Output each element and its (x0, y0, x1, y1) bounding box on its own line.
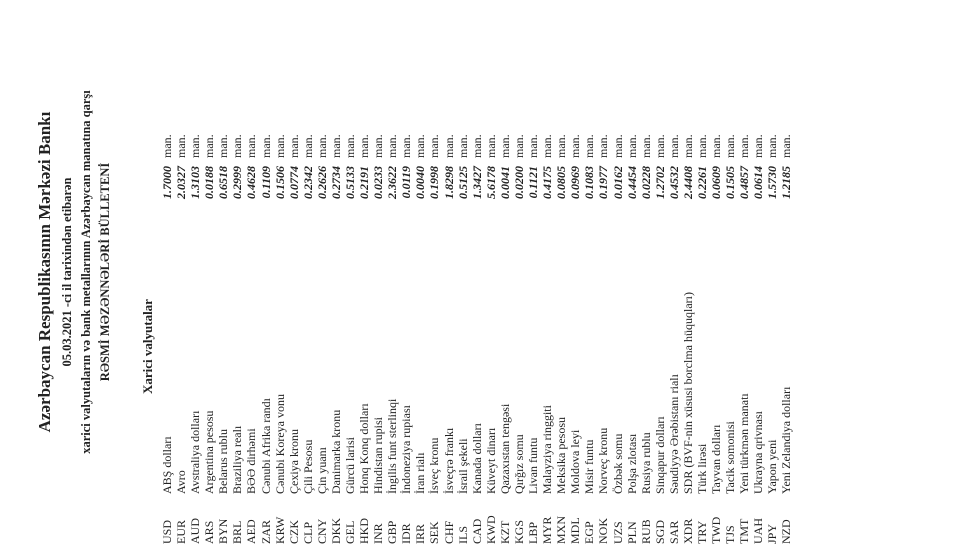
unit-label: man. (652, 134, 667, 158)
currency-code: BRL (230, 520, 245, 544)
exchange-rate: 0.0119 (399, 166, 414, 199)
currency-name: Meksika pesosu (554, 417, 569, 494)
currency-name: Yeni Zelandiya dolları (779, 386, 794, 494)
currency-code: AUD (188, 518, 203, 544)
exchange-rate: 1.3103 (188, 166, 203, 199)
exchange-rate: 0.1505 (723, 166, 738, 199)
exchange-rate: 0.1998 (427, 166, 442, 199)
currency-code: AED (244, 519, 259, 544)
exchange-rate: 0.4532 (666, 166, 681, 199)
unit-label: man. (582, 134, 597, 158)
unit-label: man. (343, 134, 358, 158)
exchange-rate: 0.1121 (526, 166, 541, 199)
exchange-rate: 0.4857 (737, 166, 752, 199)
exchange-rate: 0.2626 (314, 166, 329, 199)
currency-name: Polşa zlotası (624, 433, 639, 494)
currency-name: Küveyt dinarı (483, 427, 498, 494)
currency-code: KRW (272, 516, 287, 544)
currency-name: Braziliya realı (230, 425, 245, 494)
exchange-rate: 0.0200 (511, 166, 526, 199)
currency-code: GEL (343, 520, 358, 544)
currency-name: Cənubi Afrika randı (258, 398, 273, 494)
unit-label: man. (230, 134, 245, 158)
currency-code: IRR (413, 523, 428, 544)
currency-code: CZK (286, 520, 301, 544)
currency-name: ABŞ dolları (160, 436, 174, 494)
currency-name: Argentina pesosu (202, 410, 217, 494)
exchange-rate: 0.0969 (568, 166, 583, 199)
currency-code: LBP (526, 521, 541, 544)
unit-label: man. (540, 134, 555, 158)
unit-label: man. (202, 134, 217, 158)
exchange-rate: 1.5730 (765, 166, 780, 199)
currency-code: MDL (568, 517, 583, 544)
exchange-rate: 0.4175 (540, 166, 555, 199)
currency-code: CHF (441, 520, 456, 544)
currency-name: Avro (174, 470, 189, 494)
exchange-rate: 0.2261 (694, 166, 709, 199)
exchange-rate: 0.0041 (497, 166, 512, 199)
bulletin-title: RƏSMİ MƏZƏNNƏLƏRİ BÜLLETENİ (98, 162, 112, 382)
unit-label: man. (244, 134, 259, 158)
currency-code: PLN (624, 521, 639, 544)
currency-code: KWD (483, 515, 498, 544)
unit-label: man. (357, 134, 372, 158)
exchange-rate: 0.1977 (596, 166, 611, 199)
description-line: xarici valyutaların və bank metallarının Azərbaycan manatına qarşı (79, 90, 93, 454)
exchange-rate: 0.2734 (328, 166, 343, 199)
currency-name: Livan funtu (526, 437, 541, 494)
exchange-rate: 0.0614 (751, 166, 766, 199)
currency-code: NOK (596, 518, 611, 544)
exchange-rate: 0.0774 (286, 166, 301, 199)
unit-label: man. (596, 134, 611, 158)
unit-label: man. (497, 134, 512, 158)
exchange-rate: 0.2342 (300, 166, 315, 199)
currency-code: MYR (540, 516, 555, 544)
currency-code: XDR (680, 518, 695, 544)
currency-name: Yapon yeni (765, 439, 780, 494)
currency-code: HKD (357, 518, 372, 544)
unit-label: man. (216, 134, 231, 158)
currency-name: İsrail şekeli (455, 438, 470, 494)
unit-label: man. (399, 134, 414, 158)
currency-code: RUB (638, 519, 653, 544)
exchange-rate: 1.2702 (652, 166, 667, 199)
currency-name: Honq Konq dolları (357, 403, 372, 494)
exchange-rate: 0.0609 (709, 166, 724, 199)
exchange-rate: 0.0188 (202, 166, 217, 199)
currency-name: BƏƏ dirhəmi (244, 428, 259, 494)
exchange-rate: 0.6518 (216, 166, 231, 199)
currency-code: KGS (511, 519, 526, 544)
currency-code: EGP (582, 521, 597, 544)
unit-label: man. (300, 134, 315, 158)
currency-name: İsveçrə frankı (441, 427, 456, 494)
exchange-rate: 0.0805 (554, 166, 569, 199)
unit-label: man. (469, 134, 484, 158)
unit-label: man. (483, 134, 498, 158)
unit-label: man. (526, 134, 541, 158)
currency-code: NZD (779, 519, 794, 544)
unit-label: man. (568, 134, 583, 158)
unit-label: man. (413, 134, 428, 158)
unit-label: man. (371, 134, 386, 158)
exchange-rate: 0.4454 (624, 166, 639, 199)
currency-name: Çin yuanı (314, 447, 329, 494)
currency-name: İsveç kronu (427, 437, 442, 494)
unit-label: man. (610, 134, 625, 158)
unit-label: man. (258, 134, 273, 158)
unit-label: man. (751, 134, 766, 158)
unit-label: man. (737, 134, 752, 158)
currency-name: Türk lirəsi (694, 443, 709, 494)
unit-label: man. (511, 134, 526, 158)
currency-name: Norveç kronu (596, 427, 611, 494)
currency-code: BYN (216, 518, 231, 544)
currency-code: CNY (314, 518, 329, 544)
exchange-rate: 2.0327 (174, 166, 189, 199)
currency-name: Gürcü larisi (343, 437, 358, 494)
exchange-rate: 0.0162 (610, 166, 625, 199)
currency-code: IDR (399, 523, 414, 544)
currency-code: GBP (385, 520, 400, 544)
exchange-rate: 2.3622 (385, 166, 400, 199)
currency-code: TRY (694, 520, 709, 544)
currency-code: MXN (554, 515, 569, 544)
currency-code: CLP (300, 521, 315, 544)
unit-label: man. (694, 134, 709, 158)
currency-name: İndoneziya rupiası (399, 405, 414, 494)
currency-name: İran rialı (413, 452, 428, 494)
page-title: Azərbaycan Respublikasının Mərkəzi Bankı (35, 111, 54, 433)
unit-label: man. (666, 134, 681, 158)
currency-name: Ukrayna qrivnası (751, 411, 766, 494)
currency-name: Kanada dolları (469, 423, 484, 494)
currency-name: Danimarka kronu (328, 409, 343, 494)
exchange-rate: 0.0228 (638, 166, 653, 199)
section-title: Xarici valyutalar (140, 299, 155, 394)
exchange-rate: 0.1506 (272, 166, 287, 199)
exchange-rate: 0.2999 (230, 166, 245, 199)
currency-name: SDR (BVF-nin xüsusi borclma hüquqları) (680, 292, 695, 494)
currency-name: Yeni türkmən manatı (737, 393, 752, 494)
currency-code: UAH (751, 518, 766, 544)
currency-code: DKK (328, 518, 343, 544)
currency-name: Özbək somu (610, 433, 625, 494)
exchange-rate: 1.2185 (779, 166, 794, 199)
unit-label: man. (455, 134, 470, 158)
currency-code: TWD (709, 516, 724, 544)
unit-label: man. (328, 134, 343, 158)
currency-name: İngilis funt sterlinqi (385, 398, 400, 494)
exchange-rate: 0.5133 (343, 166, 358, 199)
currency-code: TMT (737, 518, 752, 544)
exchange-rate: 5.6178 (483, 166, 498, 199)
currency-name: Belarus rublu (216, 429, 231, 494)
currency-name: Tacik somonisi (723, 421, 738, 494)
currency-name: Avstraliya dolları (188, 410, 203, 494)
currency-name: Tayvan dolları (709, 424, 724, 494)
unit-label: man. (765, 134, 780, 158)
unit-label: man. (779, 134, 794, 158)
currency-name: Çili Pesosu (300, 439, 315, 494)
currency-code: ZAR (258, 520, 273, 544)
currency-name: Qazaxıstan tengəsi (497, 403, 512, 494)
unit-label: man. (554, 134, 569, 158)
unit-label: man. (385, 134, 400, 158)
currency-code: KZT (497, 520, 512, 544)
currency-code: EUR (174, 520, 189, 544)
currency-code: ARS (202, 520, 217, 544)
currency-name: Qırğız somu (511, 434, 526, 494)
exchange-rate: 0.0233 (371, 166, 386, 199)
exchange-rate: 0.0040 (413, 166, 428, 199)
currency-code: SGD (652, 519, 667, 544)
currency-name: Misir funtu (582, 439, 597, 494)
currency-name: Malayziya ringgiti (540, 405, 555, 494)
unit-label: man. (427, 134, 442, 158)
currency-name: Səudiyyə Ərəbistanı rialı (666, 374, 681, 494)
currency-code: INR (371, 523, 386, 544)
currency-code: USD (160, 519, 174, 544)
unit-label: man. (188, 134, 203, 158)
currency-name: Hindistan rupisi (371, 417, 386, 494)
exchange-rate: 0.4628 (244, 166, 259, 199)
currency-name: Moldova leyi (568, 429, 583, 494)
unit-label: man. (680, 134, 695, 158)
exchange-rate: 2.4408 (680, 166, 695, 199)
exchange-rate: 0.1083 (582, 166, 597, 199)
unit-label: man. (709, 134, 724, 158)
currency-code: SAR (666, 520, 681, 544)
currency-code: TJS (723, 525, 738, 544)
currency-name: Rusiya rublu (638, 432, 653, 494)
unit-label: man. (272, 134, 287, 158)
unit-label: man. (174, 134, 189, 158)
unit-label: man. (160, 134, 174, 158)
currency-code: ILS (455, 526, 470, 544)
unit-label: man. (286, 134, 301, 158)
currency-code: UZS (610, 521, 625, 544)
currency-name: Cənubi Koreya vonu (272, 394, 287, 494)
exchange-rate: 1.3427 (469, 166, 484, 199)
currency-name: Çexiya kronu (286, 429, 301, 494)
date-line: 05.03.2021 -ci il tarixindən etibarən (60, 177, 74, 367)
currency-code: JPY (765, 523, 780, 544)
unit-label: man. (638, 134, 653, 158)
currency-code: CAD (469, 518, 484, 544)
unit-label: man. (441, 134, 456, 158)
currency-name: Sinqapur dolları (652, 416, 667, 494)
unit-label: man. (723, 134, 738, 158)
unit-label: man. (314, 134, 329, 158)
unit-label: man. (624, 134, 639, 158)
exchange-rate: 1.8298 (441, 166, 456, 199)
exchange-rate: 0.2191 (357, 166, 372, 199)
exchange-rate: 0.1109 (258, 166, 273, 199)
exchange-rate: 0.5125 (455, 166, 470, 199)
currency-code: SEK (427, 521, 442, 544)
exchange-rate: 1.7000 (160, 166, 174, 199)
